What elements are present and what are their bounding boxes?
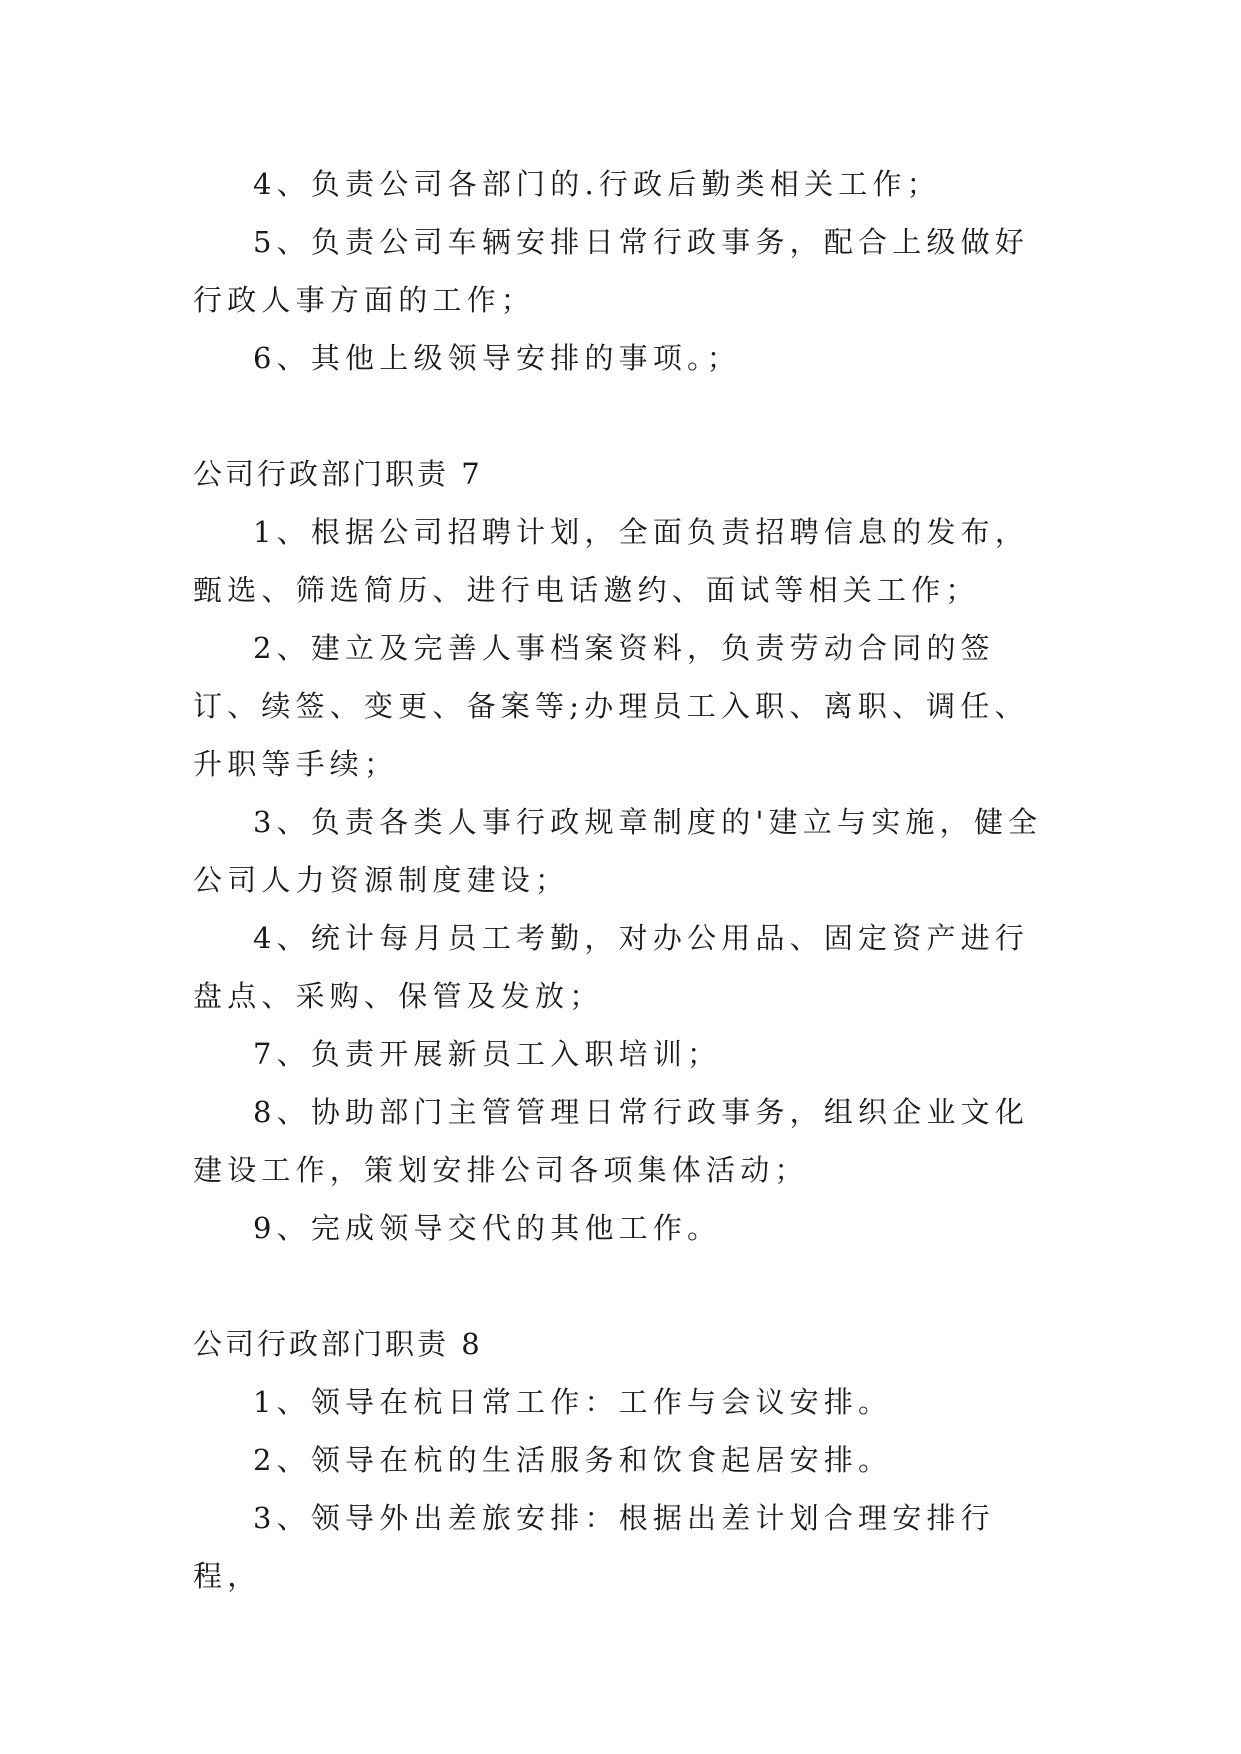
section-spacer bbox=[193, 387, 1053, 445]
document-body bbox=[193, 155, 1053, 1605]
paragraph: 9、完成领导交代的其他工作。 bbox=[253, 1211, 722, 1245]
paragraph: 1、领导在杭日常工作：工作与会议安排。 bbox=[253, 1385, 893, 1419]
section-heading: 公司行政部门职责 8 bbox=[193, 1327, 483, 1361]
paragraph: 2、领导在杭的生活服务和饮食起居安排。 bbox=[253, 1443, 893, 1477]
paragraph: 3、领导外出差旅安排：根据出差计划合理安排行程， bbox=[193, 1501, 995, 1593]
paragraph: 1、根据公司招聘计划，全面负责招聘信息的发布，甄选、筛选简历、进行电话邀约、面试等相关工作； bbox=[193, 515, 1030, 607]
paragraph: 5、负责公司车辆安排日常行政事务，配合上级做好行政人事方面的工作； bbox=[193, 225, 1030, 317]
paragraph: 2、建立及完善人事档案资料，负责劳动合同的签订、续签、变更、备案等;办理员工入职、离职、调任、升职等手续； bbox=[193, 631, 1029, 781]
paragraph: 6、其他上级领导安排的事项。； bbox=[253, 341, 741, 375]
section-heading: 公司行政部门职责 7 bbox=[193, 457, 483, 491]
paragraph: 7、负责开展新员工入职培训； bbox=[253, 1037, 722, 1071]
paragraph: 4、统计每月员工考勤，对办公用品、固定资产进行盘点、采购、保管及发放； bbox=[193, 921, 1030, 1013]
section-spacer bbox=[193, 1257, 1053, 1315]
paragraph: 3、负责各类人事行政规章制度的'建立与实施，健全公司人力资源制度建设； bbox=[193, 805, 1043, 897]
paragraph: 8、协助部门主管管理日常行政事务，组织企业文化建设工作，策划安排公司各项集体活动； bbox=[193, 1095, 1030, 1187]
paragraph: 4、负责公司各部门的.行政后勤类相关工作； bbox=[253, 167, 941, 201]
